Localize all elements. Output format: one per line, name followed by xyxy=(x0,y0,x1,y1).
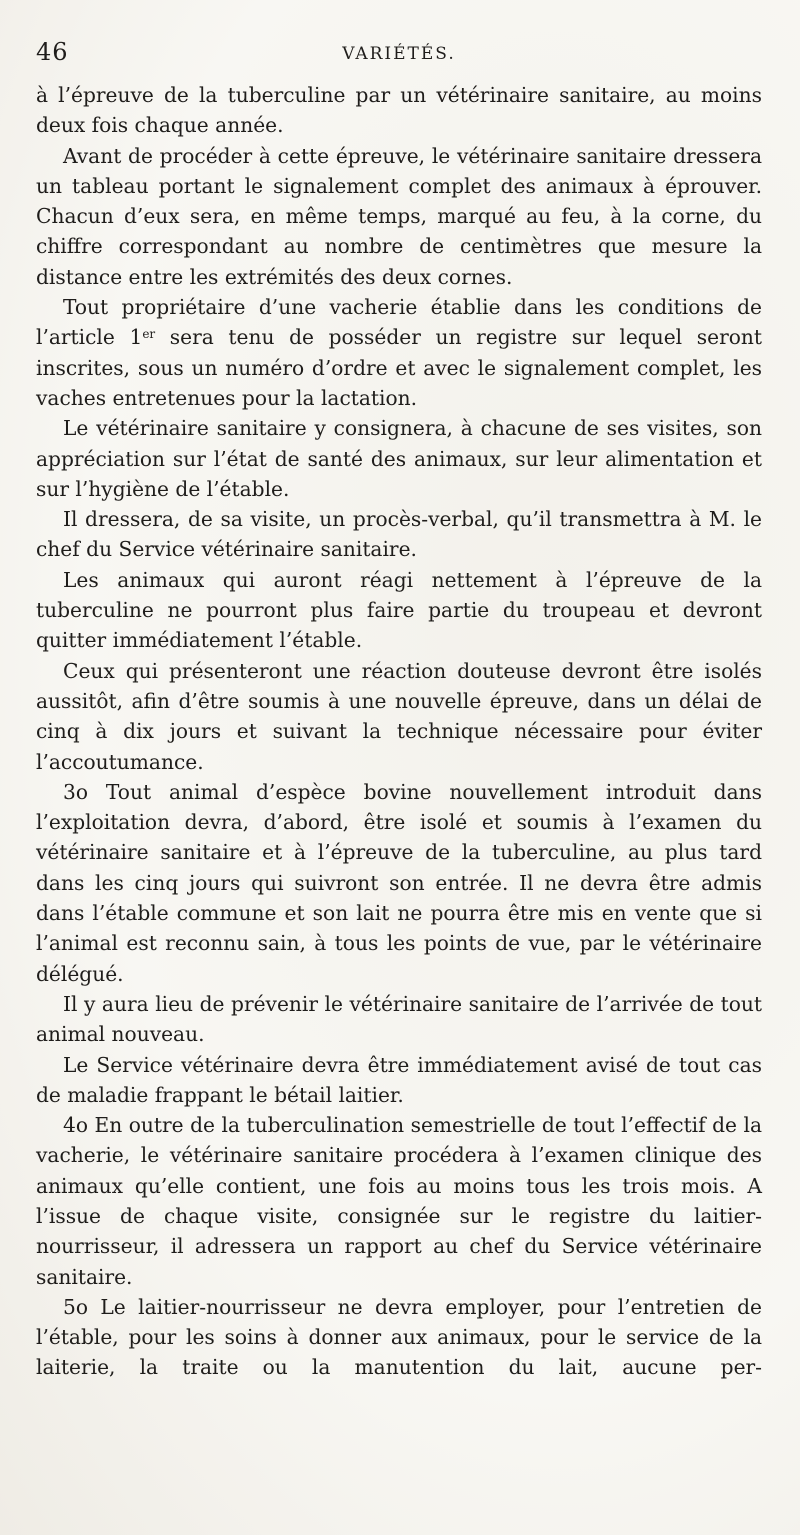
paragraph: Avant de procéder à cette épreuve, le vétérinaire sanitaire dressera un tableau portant le signalement complet des animaux à éprouver. Chacun d’eux sera, en même temps, marqué au feu, à la corne, du chiffre correspondant au nombre de centimètres que mesure la distance entre les extrémités des deux cornes. xyxy=(36,143,762,289)
page-number: 46 xyxy=(36,38,69,66)
running-head: VARIÉTÉS. xyxy=(342,44,456,64)
body-text xyxy=(36,80,762,1383)
paragraph xyxy=(36,292,762,413)
paragraph: 3o Tout animal d’espèce bovine nouvellement introduit dans l’exploitation devra, d’abord, être isolé et soumis à l’examen du vétérinaire sanitaire et à l’épreuve de la tuberculine, au plus tard dans les cinq jours qui suivront son entrée. Il ne devra être admis dans l’étable commune et son lait ne pourra être mis en vente que si l’animal est reconnu sain, à tous les points de vue, par le vétérinaire délégué. xyxy=(36,779,762,986)
paragraph-text: sera tenu de posséder un registre sur lequel seront inscrites, sous un numéro d’ordre et avec le signalement complet, les vaches entretenues pour la lactation. xyxy=(36,325,762,410)
page-header xyxy=(36,38,762,68)
paragraph: à l’épreuve de la tuberculine par un vétérinaire sanitaire, au moins deux fois chaque année. xyxy=(36,83,762,138)
superscript: er xyxy=(142,327,156,342)
paragraph: 4o En outre de la tuberculination semestrielle de tout l’effectif de la vacherie, le vétérinaire sanitaire procédera à l’examen clinique des animaux qu’elle contient, une fois au moins tous les trois mois. A l’issue de chaque visite, consignée sur le registre du laitier-nourrisseur, il adressera un rapport au chef du Service vétérinaire sanitaire. xyxy=(36,1113,762,1289)
paragraph: Il y aura lieu de prévenir le vétérinaire sanitaire de l’arrivée de tout animal nouveau. xyxy=(36,991,762,1047)
paragraph: Le Service vétérinaire devra être immédiatement avisé de tout cas de maladie frappant le bétail laitier. xyxy=(36,1052,762,1107)
paragraph: Les animaux qui auront réagi nettement à l’épreuve de la tuberculine ne pourront plus faire partie du troupeau et devront quitter immédiatement l’étable. xyxy=(36,567,762,653)
paragraph: 5o Le laitier-nourrisseur ne devra employer, pour l’entretien de l’étable, pour les soins à donner aux animaux, pour le service de la laiterie, la traite ou la manutention du lait, aucune per- xyxy=(36,1294,762,1380)
paragraph: Le vétérinaire sanitaire y consignera, à chacune de ses visites, son appréciation sur l’état de santé des animaux, sur leur alimentation et sur l’hygiène de l’étable. xyxy=(36,416,762,501)
paragraph-text: Tout propriétaire d’une vacherie établie dans les conditions de l’article 1 xyxy=(36,295,762,350)
paragraph: Ceux qui présenteront une réaction douteuse devront être isolés aussitôt, afin d’être soumis à une nouvelle épreuve, dans un délai de cinq à dix jours et suivant la technique nécessaire pour éviter l’accoutumance. xyxy=(36,658,762,774)
paragraph: Il dressera, de sa visite, un procès-verbal, qu’il transmettra à M. le chef du Service vétérinaire sanitaire. xyxy=(36,507,762,562)
